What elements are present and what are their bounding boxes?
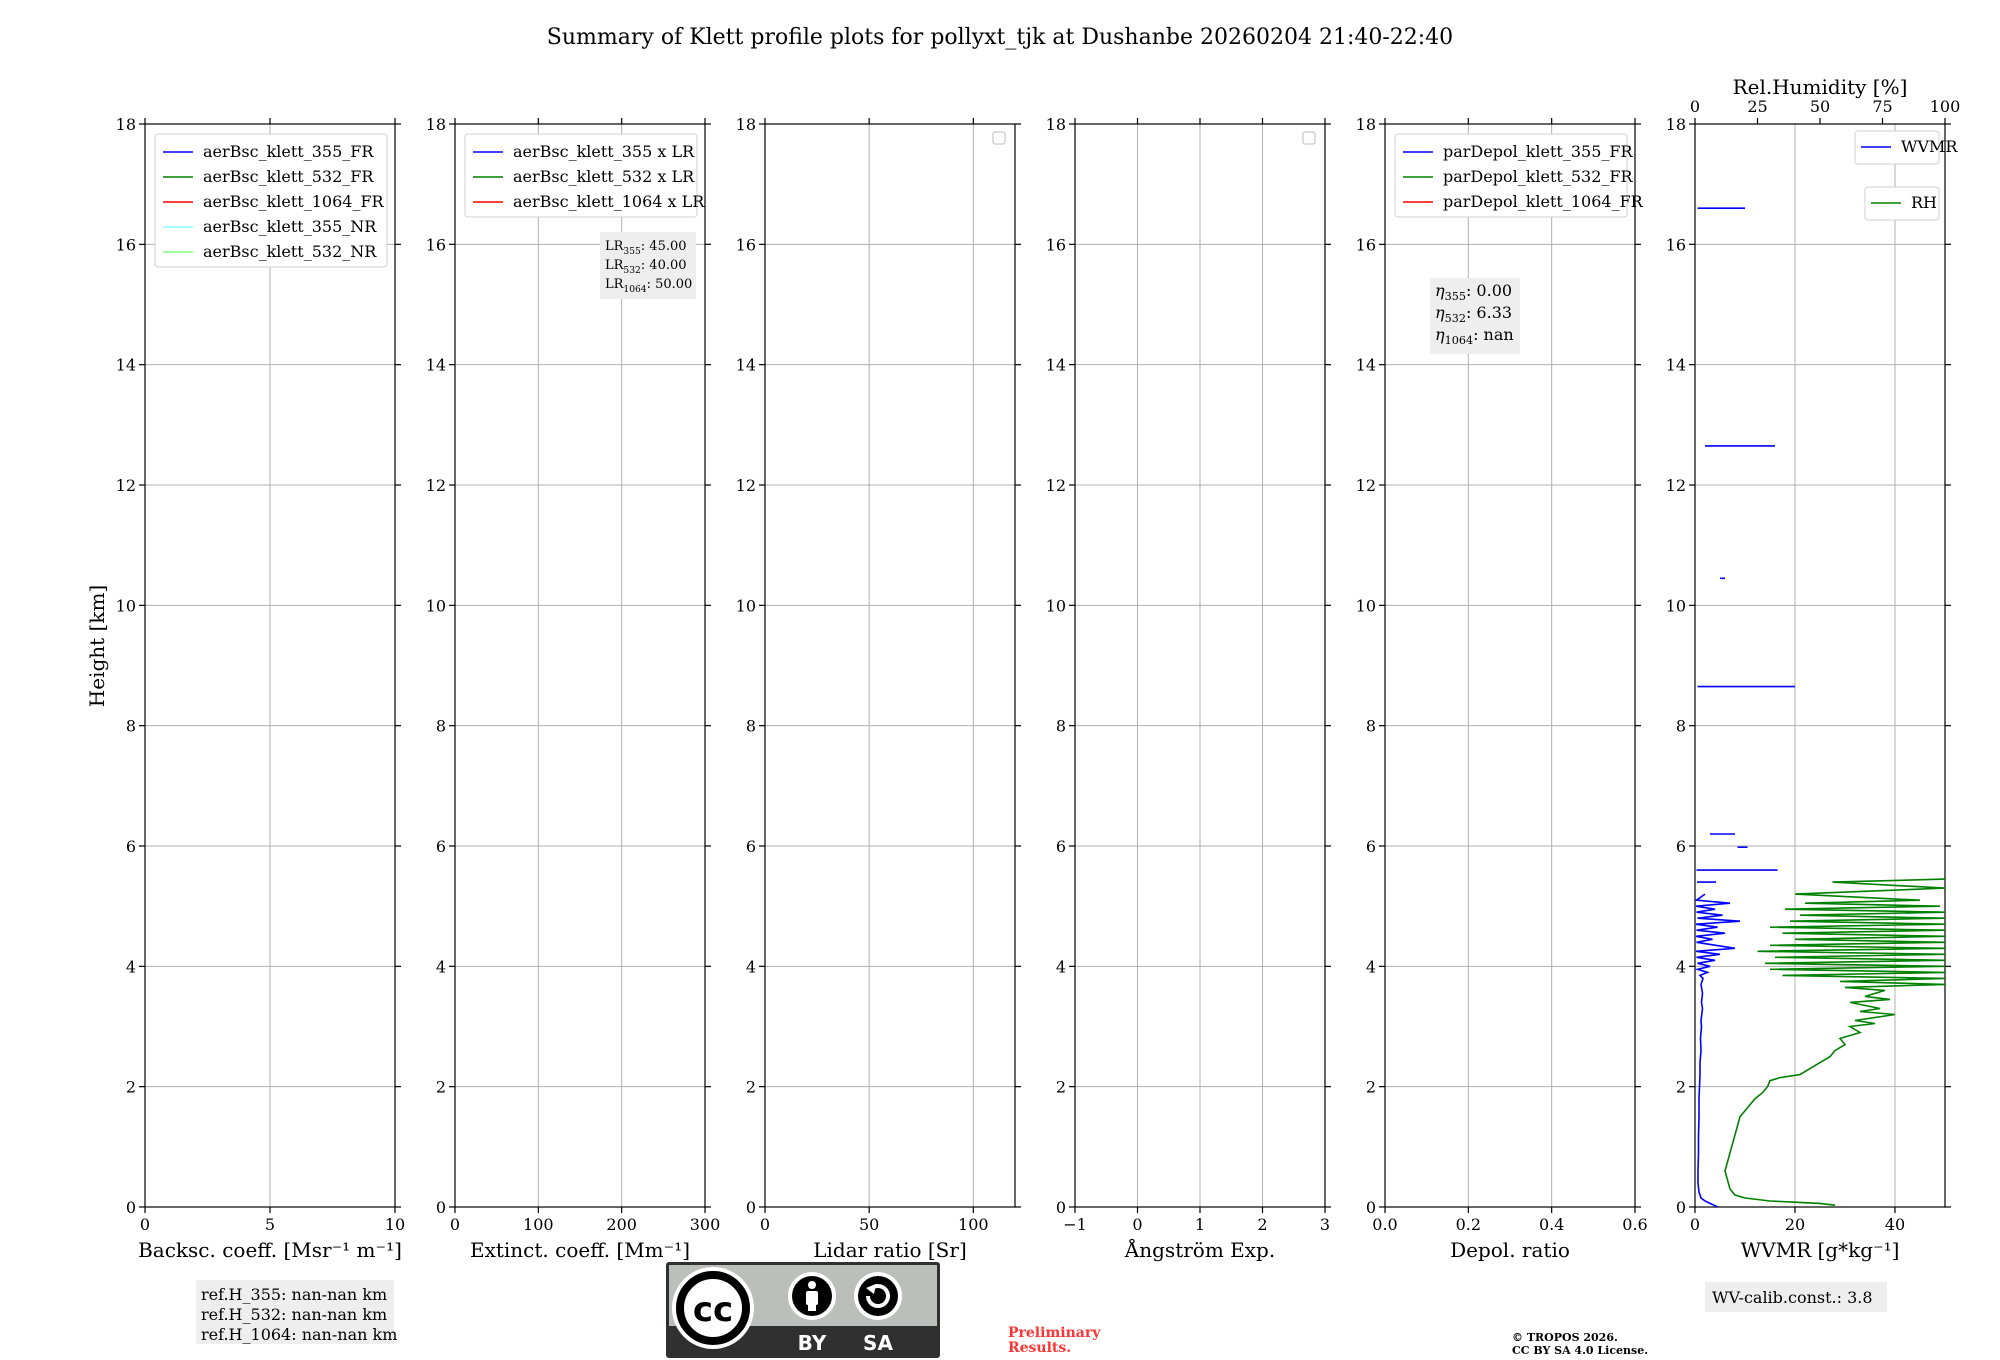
annotation-value: : nan bbox=[1473, 325, 1514, 344]
y-tick-label: 16 bbox=[1665, 235, 1686, 255]
y-tick-label: 14 bbox=[1045, 355, 1066, 375]
y-tick-label: 14 bbox=[115, 355, 136, 375]
y-tick-label: 14 bbox=[1665, 355, 1686, 375]
series-line-wvmr bbox=[1696, 208, 1795, 1207]
legend-label: aerBsc_klett_355_FR bbox=[203, 142, 374, 161]
y-tick-label: 0 bbox=[1365, 1198, 1376, 1217]
plot-frame bbox=[1695, 124, 1945, 1207]
y-tick-label: 2 bbox=[745, 1077, 756, 1097]
series-line-rh bbox=[1725, 879, 1945, 1205]
x-tick-label: 300 bbox=[689, 1215, 721, 1234]
y-tick-label: 0 bbox=[1675, 1198, 1686, 1217]
x-tick-label: 0.6 bbox=[1622, 1215, 1648, 1234]
legend-label: parDepol_klett_532_FR bbox=[1443, 167, 1633, 186]
x-tick-label: 0.2 bbox=[1455, 1215, 1482, 1234]
x-tick-label: −1 bbox=[1063, 1215, 1087, 1234]
y-tick-label: 0 bbox=[125, 1198, 136, 1217]
annotation-subscript: 532 bbox=[1444, 312, 1466, 325]
y-tick-label: 8 bbox=[435, 716, 446, 736]
panel-5 bbox=[1356, 115, 1648, 1262]
preliminary-label-line2: Results. bbox=[1008, 1340, 1072, 1356]
legend-label: parDepol_klett_1064_FR bbox=[1443, 192, 1643, 211]
y-tick-label: 6 bbox=[1055, 837, 1066, 856]
x-tick-label: 0 bbox=[449, 1215, 461, 1234]
y-tick-label: 2 bbox=[1365, 1077, 1376, 1097]
annotation-symbol: LR bbox=[605, 258, 624, 273]
y-tick-label: 10 bbox=[1045, 596, 1066, 616]
plot-frame bbox=[765, 124, 1015, 1207]
panels bbox=[116, 75, 1961, 1312]
legend-label: aerBsc_klett_1064_FR bbox=[203, 192, 384, 211]
y-tick-label: 0 bbox=[1055, 1198, 1066, 1217]
y-tick-label: 18 bbox=[1045, 115, 1066, 134]
x-axis-label: Depol. ratio bbox=[1450, 1238, 1570, 1262]
x-axis-label: Ångström Exp. bbox=[1124, 1238, 1276, 1262]
x-tick-label: 1 bbox=[1194, 1215, 1206, 1234]
x-tick-label: 0 bbox=[1132, 1215, 1143, 1234]
copyright-line2: CC BY SA 4.0 License. bbox=[1512, 1344, 1649, 1357]
y-tick-label: 18 bbox=[425, 115, 446, 134]
top-x-tick-label: 25 bbox=[1747, 97, 1768, 116]
copyright-line1: © TROPOS 2026. bbox=[1512, 1331, 1618, 1344]
y-tick-label: 6 bbox=[435, 837, 446, 856]
panel-4 bbox=[1046, 115, 1331, 1262]
y-tick-label: 14 bbox=[1355, 355, 1376, 375]
legend-label: aerBsc_klett_532 x LR bbox=[513, 167, 695, 186]
y-tick-label: 0 bbox=[745, 1198, 756, 1217]
y-tick-label: 8 bbox=[745, 716, 756, 736]
y-tick-label: 8 bbox=[125, 716, 136, 736]
y-tick-label: 16 bbox=[1045, 235, 1066, 255]
y-tick-label: 18 bbox=[735, 115, 756, 134]
y-tick-label: 8 bbox=[1675, 716, 1686, 736]
y-tick-label: 12 bbox=[735, 476, 756, 495]
x-axis-label: Lidar ratio [Sr] bbox=[813, 1238, 967, 1262]
y-tick-label: 4 bbox=[1055, 957, 1066, 977]
by-label: BY bbox=[797, 1331, 827, 1355]
panel-3 bbox=[736, 115, 1021, 1262]
x-tick-label: 3 bbox=[1319, 1215, 1331, 1234]
y-tick-label: 12 bbox=[1355, 476, 1376, 495]
chart-title: Summary of Klett profile plots for pollyxt_tjk at Dushanbe 20260204 21:40-22:40 bbox=[546, 25, 1454, 50]
y-tick-label: 16 bbox=[735, 235, 756, 255]
annotation-value: : 6.33 bbox=[1465, 303, 1513, 322]
refh-355: ref.H_355: nan-nan km bbox=[201, 1285, 388, 1304]
y-tick-label: 12 bbox=[115, 476, 136, 495]
top-x-tick-label: 100 bbox=[1929, 97, 1961, 116]
x-tick-label: 0 bbox=[139, 1215, 151, 1234]
x-tick-label: 10 bbox=[384, 1215, 406, 1234]
x-tick-label: 0 bbox=[1689, 1215, 1701, 1234]
x-tick-label: 100 bbox=[523, 1215, 554, 1234]
y-tick-label: 12 bbox=[1665, 476, 1686, 495]
top-axis-label: Rel.Humidity [%] bbox=[1732, 75, 1908, 99]
x-axis-label: Extinct. coeff. [Mm⁻¹] bbox=[469, 1238, 691, 1262]
y-tick-label: 10 bbox=[115, 596, 136, 616]
y-tick-label: 12 bbox=[425, 476, 446, 495]
y-tick-label: 6 bbox=[745, 837, 756, 856]
annotation-subscript: 355 bbox=[623, 247, 641, 257]
x-axis-label: Backsc. coeff. [Msr⁻¹ m⁻¹] bbox=[138, 1238, 402, 1262]
y-tick-label: 16 bbox=[425, 235, 446, 255]
annotation-value: : 45.00 bbox=[640, 239, 687, 254]
cc-license-badge bbox=[666, 1262, 940, 1358]
panel-6 bbox=[1666, 75, 1961, 1312]
legend-label: aerBsc_klett_532_NR bbox=[203, 242, 377, 261]
annotation-subscript: 532 bbox=[623, 266, 641, 276]
y-tick-label: 10 bbox=[425, 596, 446, 616]
wv-calib-label: WV-calib.const.: 3.8 bbox=[1712, 1288, 1873, 1307]
y-tick-label: 8 bbox=[1365, 716, 1376, 736]
legend-label: aerBsc_klett_532_FR bbox=[203, 167, 374, 186]
legend-label: aerBsc_klett_355_NR bbox=[203, 217, 377, 236]
legend-label: RH bbox=[1911, 193, 1937, 212]
annotation-symbol: LR bbox=[605, 277, 624, 292]
y-tick-label: 2 bbox=[1055, 1077, 1066, 1097]
top-x-tick-label: 0 bbox=[1689, 97, 1701, 116]
top-x-tick-label: 75 bbox=[1872, 97, 1893, 116]
y-tick-label: 4 bbox=[745, 957, 756, 977]
annotation-symbol: η bbox=[1435, 281, 1445, 300]
y-tick-label: 4 bbox=[435, 957, 446, 977]
x-tick-label: 20 bbox=[1784, 1215, 1806, 1234]
preliminary-label-line1: Preliminary bbox=[1008, 1325, 1101, 1341]
empty-legend-box bbox=[993, 132, 1005, 144]
refh-1064: ref.H_1064: nan-nan km bbox=[201, 1325, 398, 1344]
x-tick-label: 50 bbox=[858, 1215, 880, 1234]
y-tick-label: 2 bbox=[1675, 1077, 1686, 1097]
annotation-subscript: 1064 bbox=[1444, 334, 1474, 347]
y-tick-label: 6 bbox=[125, 837, 136, 856]
legend-label: aerBsc_klett_355 x LR bbox=[513, 142, 695, 161]
annotation-subscript: 1064 bbox=[623, 285, 647, 295]
y-tick-label: 6 bbox=[1365, 837, 1376, 856]
y-tick-label: 2 bbox=[435, 1077, 446, 1097]
y-tick-label: 18 bbox=[1355, 115, 1376, 134]
y-tick-label: 16 bbox=[115, 235, 136, 255]
annotation-value: : 50.00 bbox=[646, 277, 693, 292]
x-tick-label: 5 bbox=[264, 1215, 276, 1234]
y-tick-label: 10 bbox=[735, 596, 756, 616]
y-tick-label: 2 bbox=[125, 1077, 136, 1097]
y-tick-label: 6 bbox=[1675, 837, 1686, 856]
legend-label: parDepol_klett_355_FR bbox=[1443, 142, 1633, 161]
refh-532: ref.H_532: nan-nan km bbox=[201, 1305, 388, 1324]
legend-label: WVMR bbox=[1901, 137, 1958, 156]
top-x-tick-label: 50 bbox=[1809, 97, 1831, 116]
annotation-subscript: 355 bbox=[1444, 290, 1466, 303]
x-tick-label: 40 bbox=[1884, 1215, 1906, 1234]
x-tick-label: 2 bbox=[1257, 1215, 1268, 1234]
annotation-symbol: η bbox=[1435, 303, 1445, 322]
annotation-symbol: LR bbox=[605, 239, 624, 254]
y-tick-label: 4 bbox=[1365, 957, 1376, 977]
y-tick-label: 14 bbox=[735, 355, 756, 375]
empty-legend-box bbox=[1303, 132, 1315, 144]
x-tick-label: 200 bbox=[606, 1215, 637, 1234]
y-tick-label: 4 bbox=[125, 957, 136, 977]
y-tick-label: 12 bbox=[1045, 476, 1066, 495]
y-axis-label: Height [km] bbox=[85, 584, 109, 708]
panel-1 bbox=[116, 115, 406, 1262]
annotation-value: : 40.00 bbox=[640, 258, 687, 273]
annotation-value: : 0.00 bbox=[1465, 281, 1513, 300]
y-tick-label: 14 bbox=[425, 355, 446, 375]
y-tick-label: 0 bbox=[435, 1198, 446, 1217]
y-tick-label: 18 bbox=[115, 115, 136, 134]
legend-label: aerBsc_klett_1064 x LR bbox=[513, 192, 705, 211]
y-tick-label: 18 bbox=[1665, 115, 1686, 134]
x-axis-label: WVMR [g*kg⁻¹] bbox=[1740, 1238, 1900, 1262]
x-tick-label: 0 bbox=[759, 1215, 771, 1234]
y-tick-label: 10 bbox=[1355, 596, 1376, 616]
x-tick-label: 0.4 bbox=[1538, 1215, 1565, 1234]
x-tick-label: 0.0 bbox=[1372, 1215, 1398, 1234]
cc-label: cc bbox=[692, 1290, 734, 1330]
annotation-symbol: η bbox=[1435, 325, 1445, 344]
sa-label: SA bbox=[863, 1331, 893, 1355]
y-tick-label: 8 bbox=[1055, 716, 1066, 736]
panel-2 bbox=[426, 115, 721, 1262]
y-tick-label: 16 bbox=[1355, 235, 1376, 255]
y-tick-label: 4 bbox=[1675, 957, 1686, 977]
x-tick-label: 100 bbox=[958, 1215, 989, 1234]
y-tick-label: 10 bbox=[1665, 596, 1686, 616]
